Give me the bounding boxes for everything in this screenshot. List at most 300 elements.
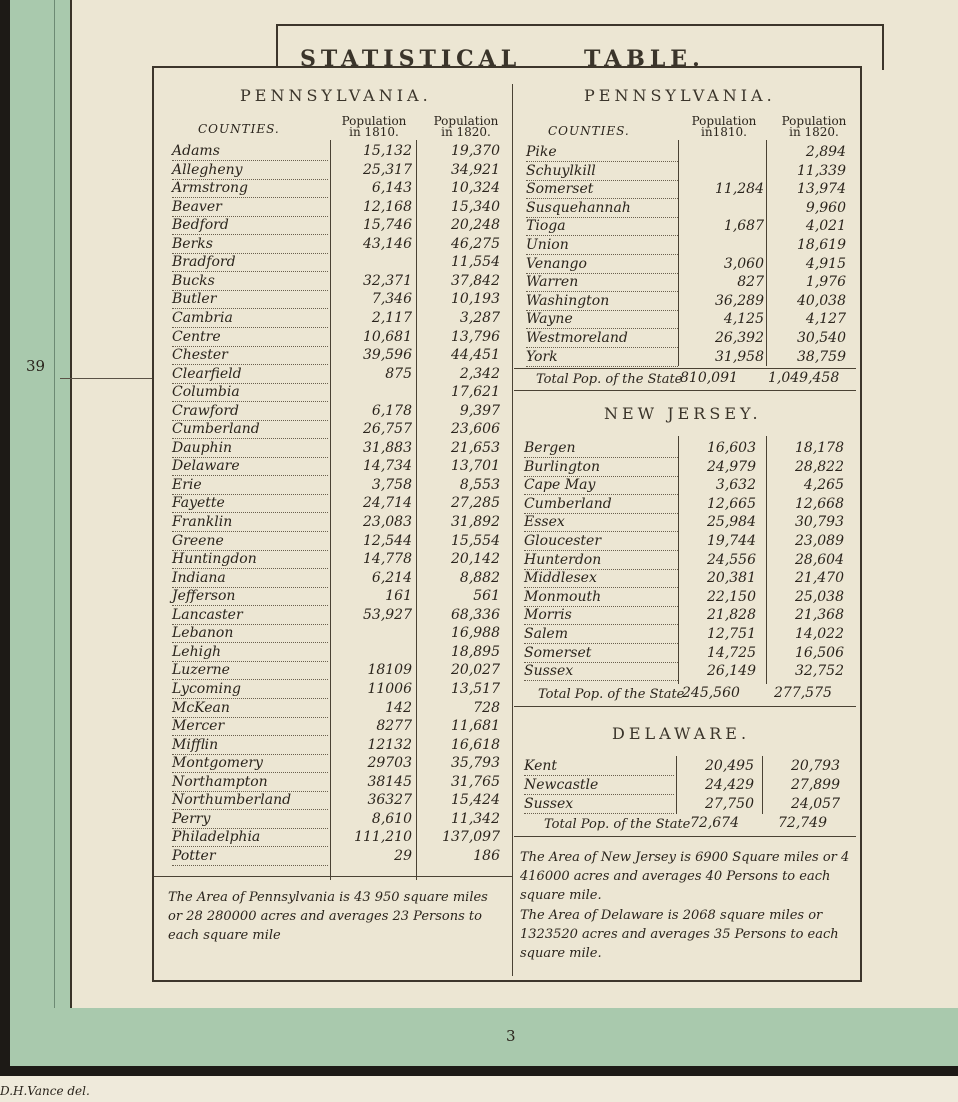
- population-1810: 26,392: [715, 330, 764, 346]
- county-row: [172, 216, 506, 234]
- county-row: [172, 810, 506, 828]
- population-1810: 39,596: [363, 347, 412, 364]
- pa2-pop1810-header-b: in1810.: [701, 125, 747, 139]
- county-row: [524, 551, 850, 569]
- population-1820: 27,285: [451, 495, 500, 512]
- de-total-underline: [514, 836, 856, 837]
- county-row: [524, 588, 850, 606]
- population-1820: 25,038: [795, 588, 844, 605]
- population-1810: 16,603: [707, 440, 756, 456]
- population-1810: 12,168: [363, 198, 412, 215]
- engraver-credit: D.H.Vance del.: [0, 1084, 90, 1098]
- nj-total-label: Total Pop. of the State: [538, 687, 685, 702]
- latitude-label: 39: [26, 357, 46, 375]
- pa2-pop1810-header: [682, 116, 766, 138]
- county-row: [172, 773, 506, 791]
- map-border-green-inner: [54, 0, 71, 1040]
- population-1810: 20,381: [707, 570, 756, 587]
- population-1820: 20,248: [451, 217, 500, 234]
- county-row: [526, 217, 852, 235]
- population-1810: 1,687: [723, 218, 764, 235]
- population-1820: 137,097: [442, 829, 500, 846]
- nj-total-1810: 245,560: [682, 685, 740, 701]
- county-row: [524, 606, 850, 624]
- population-1810: 827: [737, 274, 764, 291]
- county-row: [172, 402, 506, 420]
- population-1820: 16,506: [795, 644, 844, 661]
- county-name: Indiana: [172, 569, 328, 588]
- county-row: [172, 161, 506, 179]
- nj-area-note: The Area of New Jersey is 6900 Square miles or 4 416000 acres and averages 40 Persons to each square mile.: [520, 850, 850, 903]
- population-1810: 14,725: [707, 644, 756, 661]
- population-1810: 8277: [376, 718, 412, 735]
- county-row: [172, 643, 506, 661]
- center-divider: [512, 84, 513, 976]
- title-table: TABLE.: [584, 46, 705, 72]
- county-name: Newcastle: [524, 776, 674, 795]
- population-1810: 14,778: [363, 551, 412, 568]
- population-1810: 27,750: [705, 796, 754, 812]
- county-row: [524, 662, 850, 680]
- county-row: [526, 348, 852, 366]
- county-row: [172, 420, 506, 438]
- population-1820: 11,554: [451, 254, 500, 271]
- pa-pop1810-header-b: in 1810.: [349, 125, 399, 139]
- county-name: Susquehannah: [526, 199, 678, 218]
- county-row: [172, 532, 506, 550]
- population-1820: 18,619: [797, 237, 846, 253]
- county-name: Northampton: [172, 773, 328, 792]
- pa2-total-1820: 1,049,458: [768, 370, 840, 386]
- county-name: Northumberland: [172, 791, 328, 810]
- population-1820: 13,974: [797, 181, 846, 198]
- population-1810: 7,346: [371, 291, 412, 308]
- population-1820: 21,368: [795, 607, 844, 624]
- county-row: [524, 644, 850, 662]
- county-name: Armstrong: [172, 179, 328, 198]
- population-1810: 3,060: [723, 255, 764, 272]
- population-1820: 16,618: [451, 736, 500, 753]
- county-row: [524, 757, 850, 775]
- population-1820: 8,553: [459, 476, 500, 493]
- county-row: [524, 625, 850, 643]
- population-1820: 15,340: [451, 198, 500, 215]
- pa2-pop1820-header-a: Population: [781, 114, 847, 128]
- population-1820: 21,653: [451, 439, 500, 456]
- population-1820: 24,057: [791, 796, 840, 812]
- population-1820: 10,324: [451, 180, 500, 197]
- county-name: Salem: [524, 625, 678, 644]
- de-total-1820: 72,749: [778, 815, 827, 831]
- population-1820: 4,265: [803, 477, 844, 494]
- pa-note-divider: [154, 876, 512, 877]
- county-name: Tioga: [526, 217, 678, 236]
- county-name: Beaver: [172, 198, 328, 217]
- county-name: Kent: [524, 757, 674, 776]
- county-name: Gloucester: [524, 532, 678, 551]
- county-row: [172, 606, 506, 624]
- population-1810: 19,744: [707, 533, 756, 549]
- county-row: [172, 717, 506, 735]
- county-name: Somerset: [524, 644, 678, 663]
- county-row: [172, 290, 506, 308]
- county-name: Allegheny: [172, 161, 328, 180]
- county-row: [172, 476, 506, 494]
- population-1810: 26,149: [707, 663, 756, 680]
- county-row: [524, 532, 850, 550]
- population-1810: 10,681: [363, 328, 412, 345]
- population-1820: 21,470: [795, 570, 844, 587]
- population-1820: 27,899: [791, 777, 840, 793]
- pa2-counties-header: COUNTIES.: [548, 124, 630, 138]
- county-name: Bergen: [524, 439, 678, 458]
- population-1810: 11,284: [715, 181, 764, 198]
- county-name: Clearfield: [172, 365, 328, 384]
- population-1810: 15,132: [363, 143, 412, 159]
- population-1810: 6,143: [371, 180, 412, 197]
- latitude-line: [60, 378, 154, 379]
- population-1810: 161: [385, 588, 412, 605]
- population-1810: 22,150: [707, 588, 756, 605]
- county-name: Franklin: [172, 513, 328, 532]
- county-name: Adams: [172, 142, 328, 161]
- population-1820: 1,976: [805, 274, 846, 291]
- population-1810: 32,371: [363, 272, 412, 289]
- county-row: [172, 847, 506, 865]
- county-row: [172, 328, 506, 346]
- county-name: Bradford: [172, 253, 328, 272]
- county-row: [524, 439, 850, 457]
- county-row: [172, 736, 506, 754]
- population-1810: 25,317: [363, 161, 412, 178]
- county-name: Essex: [524, 513, 678, 532]
- county-row: [172, 754, 506, 772]
- county-name: Philadelphia: [172, 828, 328, 847]
- pa2-total-1810: 810,091: [680, 370, 738, 386]
- population-1820: 11,681: [451, 718, 500, 735]
- pa2-total-label: Total Pop. of the State: [536, 372, 683, 387]
- pa-title: PENNSYLVANIA.: [240, 86, 432, 105]
- population-1820: 23,606: [451, 421, 500, 438]
- county-row: [172, 309, 506, 327]
- county-row: [526, 180, 852, 198]
- population-1810: 29: [394, 847, 412, 864]
- county-name: Perry: [172, 810, 328, 829]
- population-1820: 4,127: [805, 311, 846, 328]
- population-1820: 28,822: [795, 458, 844, 475]
- population-1810: 18109: [367, 662, 412, 679]
- county-name: Warren: [526, 273, 678, 292]
- population-1820: 8,882: [459, 569, 500, 586]
- population-1820: 10,193: [451, 291, 500, 308]
- pa-pop1810-header-a: Population: [341, 114, 407, 128]
- county-name: Somerset: [526, 180, 678, 199]
- pa-pop1820-header: [424, 116, 508, 138]
- population-1820: 32,752: [795, 663, 844, 680]
- county-row: [172, 624, 506, 642]
- county-name: Sussex: [524, 662, 678, 681]
- county-name: Chester: [172, 346, 328, 365]
- population-1810: 12,665: [707, 495, 756, 512]
- map-border-black: [0, 0, 10, 1070]
- population-1810: 36,289: [715, 292, 764, 309]
- population-1810: 43,146: [363, 235, 412, 252]
- pa-counties-header: COUNTIES.: [198, 122, 280, 136]
- county-row: [172, 494, 506, 512]
- population-1810: 8,610: [371, 810, 412, 827]
- county-name: Hunterdon: [524, 551, 678, 570]
- population-1810: 23,083: [363, 514, 412, 530]
- population-1820: 28,604: [795, 551, 844, 568]
- county-row: [172, 346, 506, 364]
- county-name: Mifflin: [172, 736, 328, 755]
- county-row: [524, 513, 850, 531]
- population-1810: 11006: [367, 680, 412, 697]
- county-row: [524, 569, 850, 587]
- population-1820: 13,517: [451, 680, 500, 697]
- county-row: [172, 179, 506, 197]
- title-statistical: STATISTICAL: [300, 46, 522, 72]
- county-row: [526, 162, 852, 180]
- nj-total-1820: 277,575: [774, 685, 832, 701]
- pa-area-note: The Area of Pennsylvania is 43 950 square miles or 28 280000 acres and averages 23 Persons to each square mile: [168, 890, 488, 943]
- pa2-total-divider: [514, 368, 856, 369]
- population-1810: 31,883: [363, 439, 412, 456]
- population-1810: 26,757: [363, 421, 412, 438]
- population-1810: 875: [385, 365, 412, 382]
- county-name: Jefferson: [172, 587, 328, 606]
- county-row: [172, 457, 506, 475]
- county-row: [172, 550, 506, 568]
- county-row: [526, 329, 852, 347]
- county-name: Monmouth: [524, 588, 678, 607]
- county-name: Lebanon: [172, 624, 328, 643]
- pa2-pop1820-header-b: in 1820.: [789, 125, 839, 139]
- county-name: McKean: [172, 699, 328, 718]
- population-1820: 44,451: [451, 347, 500, 364]
- county-row: [526, 143, 852, 161]
- county-name: York: [526, 348, 678, 367]
- county-row: [172, 272, 506, 290]
- county-row: [172, 569, 506, 587]
- pa2-pop1820-header: [772, 116, 856, 138]
- population-1810: 24,556: [707, 551, 756, 568]
- county-row: [172, 253, 506, 271]
- population-1820: 18,895: [451, 643, 500, 660]
- pa2-pop1810-header-a: Population: [691, 114, 757, 128]
- population-1810: 12,751: [707, 626, 756, 642]
- county-row: [526, 236, 852, 254]
- county-name: Huntingdon: [172, 550, 328, 569]
- county-name: Berks: [172, 235, 328, 254]
- population-1820: 30,540: [797, 330, 846, 346]
- county-name: Cumberland: [172, 420, 328, 439]
- population-1810: 25,984: [707, 514, 756, 531]
- population-1810: 15,746: [363, 217, 412, 234]
- population-1820: 9,960: [805, 199, 846, 216]
- population-1820: 561: [473, 588, 500, 605]
- population-1810: 24,714: [363, 495, 412, 512]
- population-1820: 37,842: [451, 272, 500, 289]
- county-name: Cape May: [524, 476, 678, 495]
- population-1820: 19,370: [451, 143, 500, 159]
- footer-strip: [0, 1076, 958, 1102]
- county-row: [526, 273, 852, 291]
- population-1810: 38145: [367, 773, 412, 790]
- county-row: [172, 142, 506, 160]
- county-row: [526, 292, 852, 310]
- de-area-note: The Area of Delaware is 2068 square miles or 1323520 acres and averages 35 Persons to each square mile.: [520, 908, 839, 961]
- population-1820: 3,287: [459, 309, 500, 326]
- county-name: Cumberland: [524, 495, 678, 514]
- county-name: Bedford: [172, 216, 328, 235]
- county-row: [172, 198, 506, 216]
- county-name: Luzerne: [172, 661, 328, 680]
- population-1820: 14,022: [795, 626, 844, 642]
- county-row: [172, 383, 506, 401]
- county-row: [524, 476, 850, 494]
- county-name: Westmoreland: [526, 329, 678, 348]
- de-total-1810: 72,674: [690, 815, 739, 831]
- county-name: Venango: [526, 255, 678, 274]
- population-1820: 186: [473, 847, 500, 864]
- population-1810: 20,495: [705, 758, 754, 774]
- population-1810: 6,178: [371, 402, 412, 419]
- map-border-green-bottom: [10, 1008, 958, 1066]
- county-name: Montgomery: [172, 754, 328, 773]
- population-1820: 20,027: [451, 662, 500, 679]
- county-name: Delaware: [172, 457, 328, 476]
- page-number: 3: [506, 1027, 516, 1045]
- county-row: [172, 365, 506, 383]
- population-1820: 31,892: [451, 514, 500, 530]
- county-row: [172, 587, 506, 605]
- nj-title: NEW JERSEY.: [604, 404, 762, 423]
- population-1820: 20,142: [451, 551, 500, 568]
- county-name: Butler: [172, 290, 328, 309]
- county-row: [172, 791, 506, 809]
- population-1820: 11,342: [451, 810, 500, 827]
- county-row: [172, 680, 506, 698]
- pa2-total-underline: [514, 390, 856, 391]
- population-1810: 36327: [367, 792, 412, 809]
- population-1820: 16,988: [451, 625, 500, 642]
- population-1810: 53,927: [363, 606, 412, 623]
- population-1820: 13,701: [451, 458, 500, 475]
- county-name: Pike: [526, 143, 678, 162]
- population-1820: 17,621: [451, 384, 500, 401]
- population-1810: 3,758: [371, 476, 412, 493]
- de-title: DELAWARE.: [612, 724, 751, 743]
- county-row: [172, 235, 506, 253]
- population-1810: 29703: [367, 755, 412, 772]
- population-1810: 3,632: [715, 477, 756, 494]
- population-1820: 9,397: [459, 402, 500, 419]
- county-row: [172, 439, 506, 457]
- county-name: Sussex: [524, 795, 674, 814]
- population-1820: 4,915: [805, 255, 846, 272]
- population-1820: 11,339: [797, 162, 846, 179]
- population-1810: 14,734: [363, 458, 412, 475]
- county-row: [172, 513, 506, 531]
- population-1810: 12132: [367, 736, 412, 753]
- county-name: Erie: [172, 476, 328, 495]
- county-name: Cambria: [172, 309, 328, 328]
- county-row: [526, 310, 852, 328]
- county-row: [524, 458, 850, 476]
- population-1820: 30,793: [795, 514, 844, 531]
- nj-total-underline: [514, 706, 856, 707]
- county-name: Morris: [524, 606, 678, 625]
- population-1820: 40,038: [797, 292, 846, 309]
- population-1820: 4,021: [805, 218, 846, 235]
- county-name: Potter: [172, 847, 328, 866]
- county-name: Bucks: [172, 272, 328, 291]
- pa-pop1810-header: [334, 116, 414, 138]
- county-name: Lehigh: [172, 643, 328, 662]
- population-1820: 34,921: [451, 161, 500, 178]
- population-1820: 12,668: [795, 495, 844, 512]
- population-1810: 6,214: [371, 569, 412, 586]
- county-name: Schuylkill: [526, 162, 678, 181]
- population-1820: 68,336: [451, 606, 500, 623]
- county-name: Lancaster: [172, 606, 328, 625]
- county-row: [172, 828, 506, 846]
- county-name: Middlesex: [524, 569, 678, 588]
- county-name: Centre: [172, 328, 328, 347]
- population-1820: 2,342: [459, 365, 500, 382]
- county-name: Union: [526, 236, 678, 255]
- county-name: Columbia: [172, 383, 328, 402]
- map-border-black-bottom: [0, 1066, 958, 1076]
- population-1810: 31,958: [715, 348, 764, 365]
- population-1810: 142: [385, 699, 412, 716]
- county-row: [172, 661, 506, 679]
- county-row: [526, 199, 852, 217]
- county-row: [526, 255, 852, 273]
- population-1810: 24,429: [705, 777, 754, 793]
- population-1820: 2,894: [805, 144, 846, 160]
- population-1810: 4,125: [723, 311, 764, 328]
- population-1810: 21,828: [707, 607, 756, 624]
- population-1810: 12,544: [363, 532, 412, 549]
- county-name: Lycoming: [172, 680, 328, 699]
- population-1810: 24,979: [707, 458, 756, 475]
- county-name: Greene: [172, 532, 328, 551]
- county-name: Wayne: [526, 310, 678, 329]
- county-name: Dauphin: [172, 439, 328, 458]
- population-1810: 2,117: [371, 309, 412, 326]
- population-1810: 111,210: [354, 829, 412, 846]
- county-row: [172, 699, 506, 717]
- county-name: Mercer: [172, 717, 328, 736]
- population-1820: 15,554: [451, 532, 500, 549]
- population-1820: 31,765: [451, 773, 500, 790]
- county-name: Burlington: [524, 458, 678, 477]
- population-1820: 35,793: [451, 755, 500, 772]
- county-row: [524, 795, 850, 813]
- pa2-title: PENNSYLVANIA.: [584, 86, 776, 105]
- population-1820: 38,759: [797, 348, 846, 365]
- county-name: Washington: [526, 292, 678, 311]
- population-1820: 13,796: [451, 328, 500, 345]
- county-row: [524, 776, 850, 794]
- county-name: Crawford: [172, 402, 328, 421]
- pa-pop1820-header-a: Population: [433, 114, 499, 128]
- map-border-green: [10, 0, 54, 1070]
- population-1820: 23,089: [795, 533, 844, 549]
- population-1820: 18,178: [795, 440, 844, 456]
